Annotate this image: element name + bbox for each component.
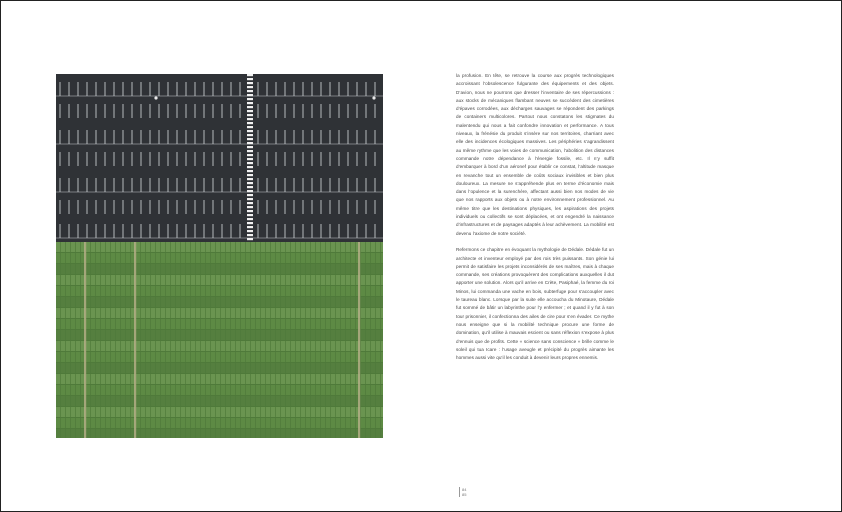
page-numbers — [459, 487, 466, 497]
paragraph-daedalus: Refermons ce chapitre en évoquant la mythologie de Dédale. Dédale fut un architecte et inventeur employé par des rois très puissants. Son génie lui permit de satisfaire les projets inconsidérés de ses maîtres, mais à chaque commande, ses créations provoquèrent des complications auxquelles il dut apporter une solution. Alors qu’il arrive en Crète, Pasiphaé, la femme du roi Minos, lui commanda une vache en bois, subterfuge pour s’accoupler avec le taureau blanc. Lorsque par la suite elle accoucha du Minotaure, Dédale fut sommé de bâtir un labyrinthe pour l’y enfermer ; et quand il y fut à son tour prisonnier, il confectionna des ailes de cire pour s’en évader. Ce mythe nous enseigne que si la mobilité technique procure une forme de domination, qu’il utilise à mauvais escient ou sans réflexion s’expose à plus d’ennuis que de profits. Cette « science sans conscience » brille comme le soleil qui tua Icare : l’usage aveugle et précipité du progrès aimante les hommes aussi vite qu’il les conduit à devenir leurs propres ennemis. — [456, 247, 614, 361]
paragraph-mobility: la profusion. En tête, se retrouve la course aux progrès technologiques accroissant l’obsolescence fulgurante des équipements et des objets. D’avion, nous ne pourrons que dresser l’inventaire de ses répercussions : aux stocks de mécaniques flambant neuves se succèdent des cimetières d’épaves corrodées, aux décharges sauvages se répondent des parkings de containers multicolores. Partout nous constatons les stigmates du malentendu qui nous a fait confondre innovation et performance. A tous niveaux, la frénésie du produit s’insère sur nos territoires, charriant avec elle des incidences écologiques massives. Les périphéries s’agrandissent au même rythme que les voies de communication, l’abolition des distances commande notre dépendance à l’énergie fossile, etc. Il n’y suffit d’embarquer à bord d’un aéronef pour établir ce constat, l’altitude masque en revanche tout un ensemble de coûts sociaux invisibles et bien plus douloureux. La mesure ne s’appréhende plus en terme d’économie mais dans l’opulence et la surenchère, affectant aussi bien nos modes de vie que nos rapports aux objets ou à notre environnement professionnel. Au même titre que les destinations physiques, les aspirations des projets individuels ou collectifs se sont déplacées, et ont engendré la naissance d’infrastructures et de paysages adaptés à leur achèvement. La mobilité est devenu l’axiome de notre société. — [456, 73, 614, 236]
parking-lot-and-crop-field-image — [56, 74, 383, 438]
light-post-icon — [372, 96, 375, 99]
light-post-icon — [154, 96, 157, 99]
page-number-left: 84 — [462, 487, 467, 492]
aerial-photograph — [56, 74, 383, 438]
body-text-column — [456, 72, 614, 362]
crop-strips — [56, 242, 383, 438]
page-number-right: 85 — [462, 492, 467, 497]
